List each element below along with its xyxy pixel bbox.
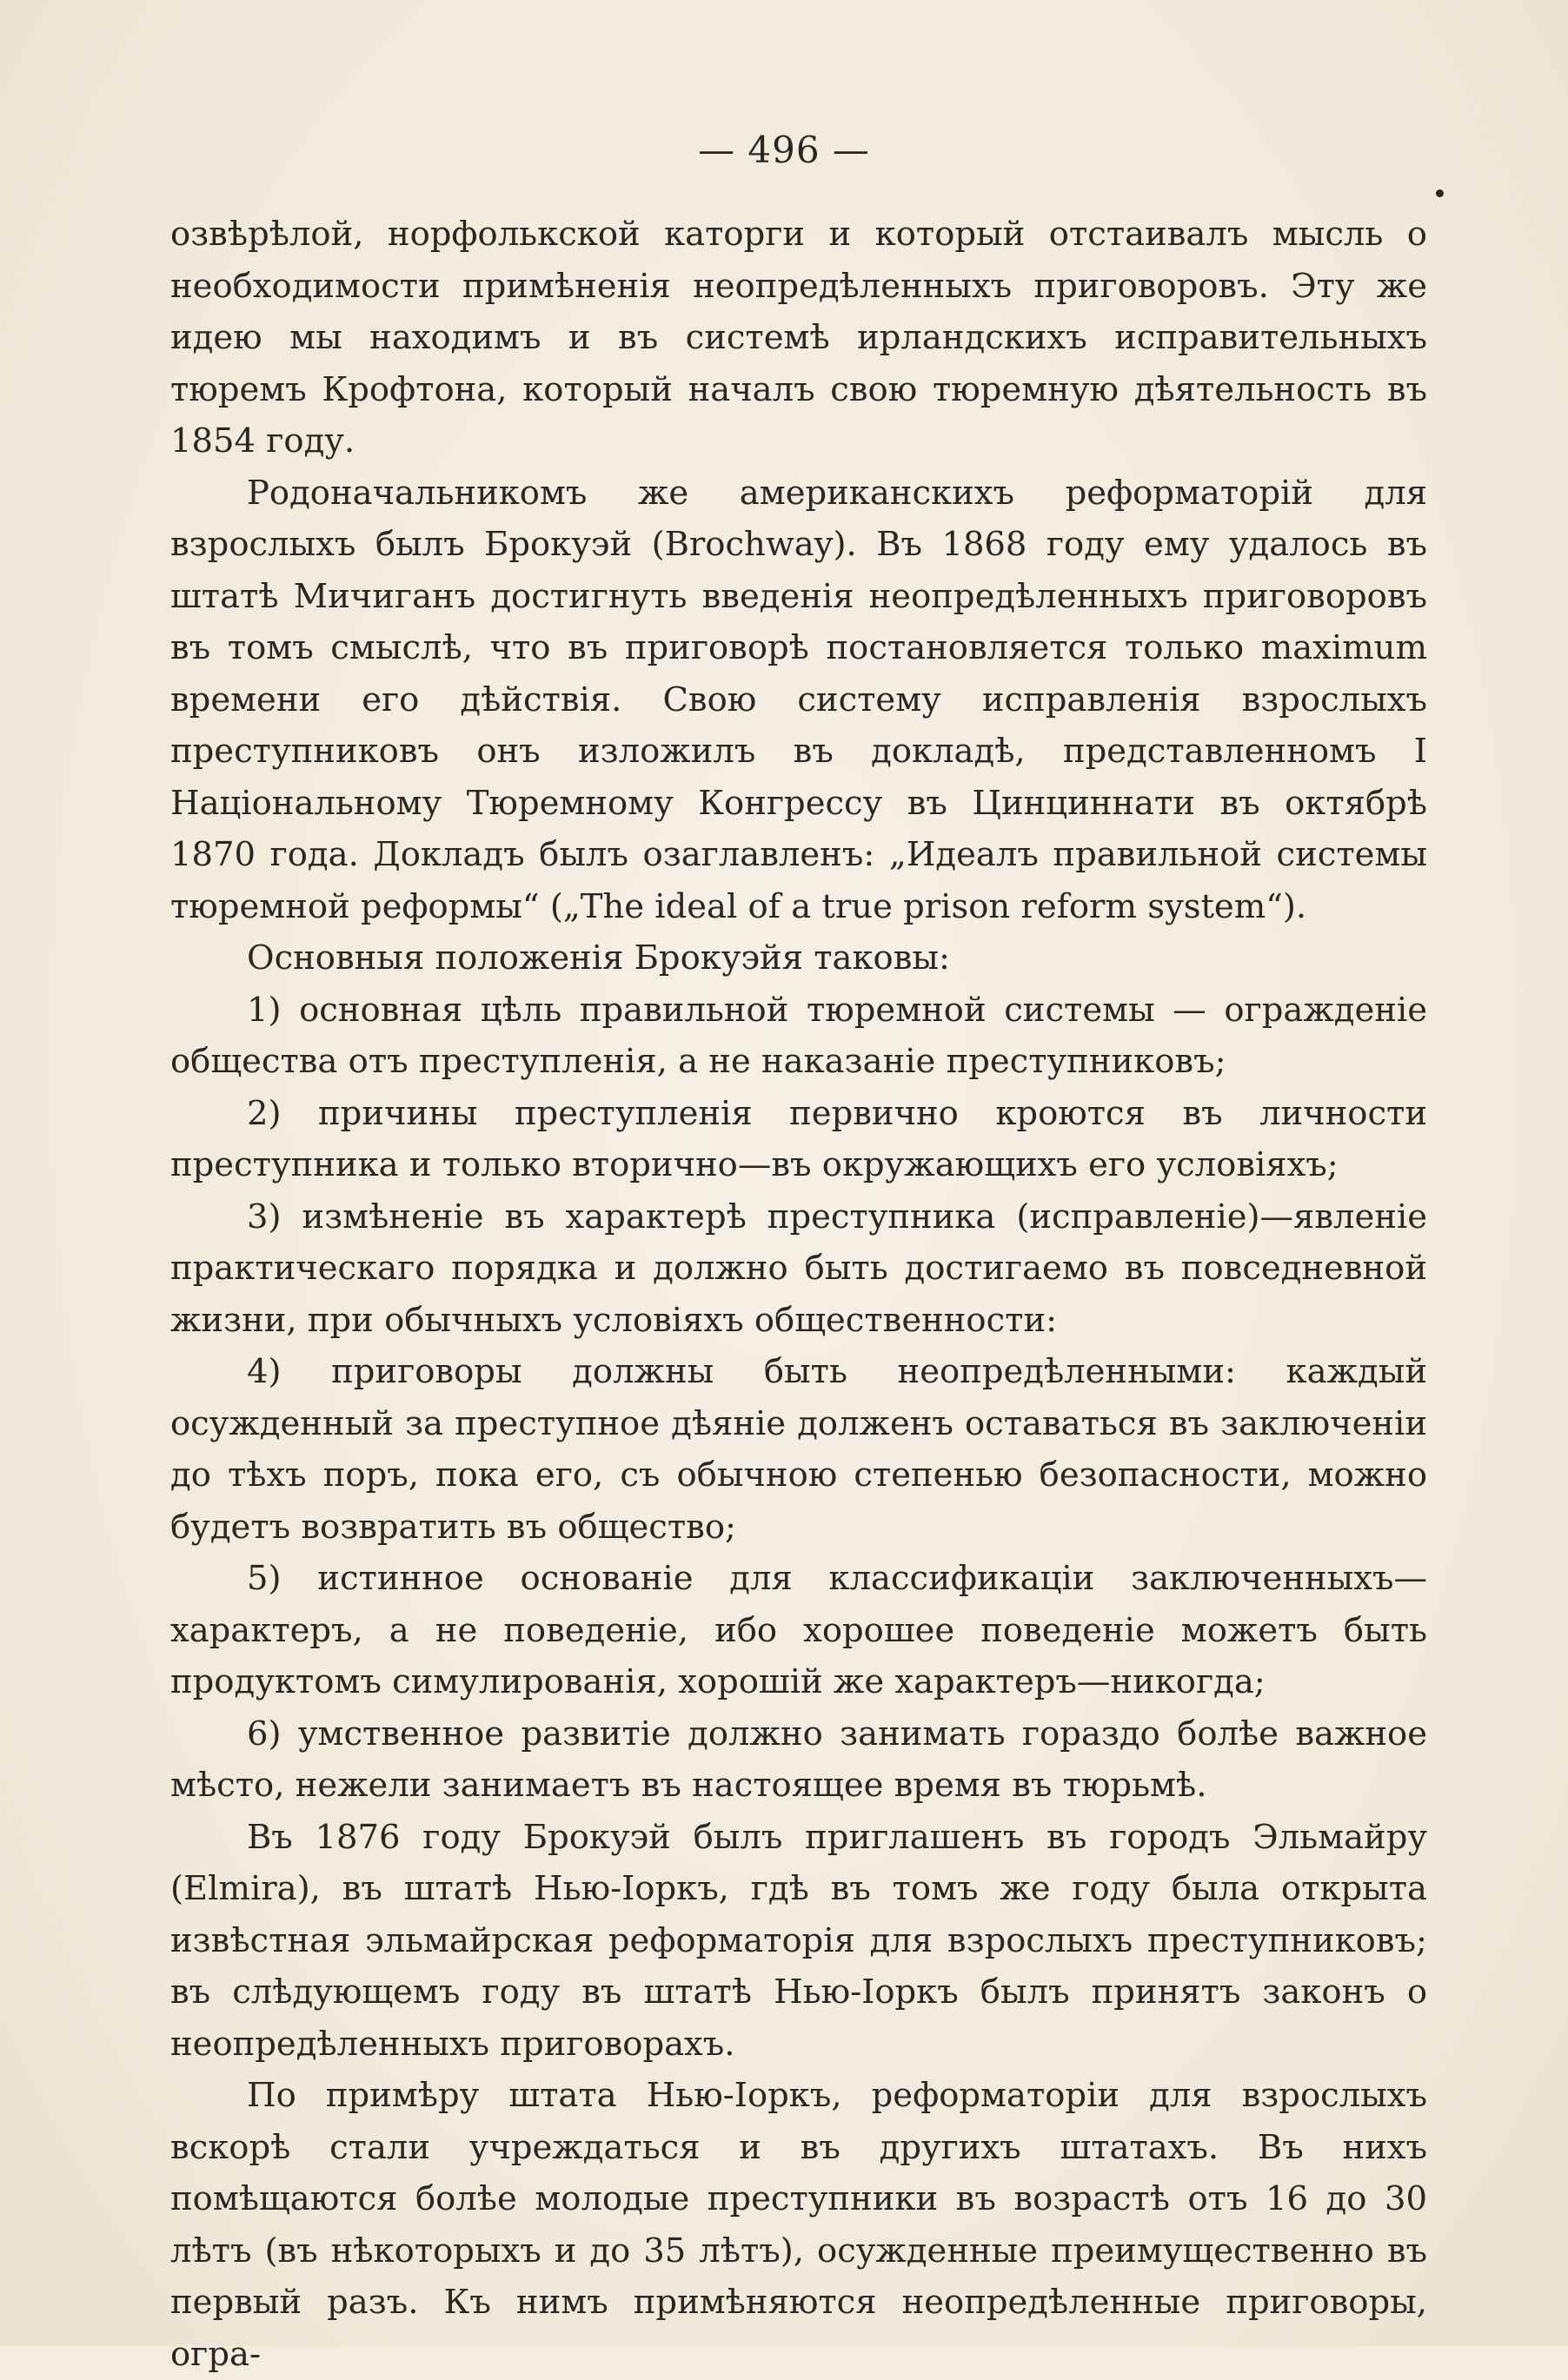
list-item-2: 2) причины преступленія первично кроются въ личности преступника и только вторично—въ окружающихъ его условіяхъ;	[170, 1093, 1427, 1184]
ink-speck	[1436, 189, 1444, 197]
paragraph-2: Родоначальникомъ же американскихъ реформаторій для взрослыхъ былъ Брокуэй (Brochway). Въ 1868 году ему удалось въ штатѣ Мичиганъ достигнуть введенія неопредѣленныхъ приговоровъ въ томъ смыслѣ, что въ приговорѣ постановляется только maximum времени его дѣйствія. Свою систему исправленія взрослыхъ преступниковъ онъ изложилъ въ докладѣ, представленномъ I Національному Тюремному Конгрессу въ Цинциннати въ октябрѣ 1870 года. Докладъ былъ озаглавленъ: „Идеалъ правильной системы тюремной реформы“ („The ideal of a true prison reform system“).	[170, 473, 1427, 926]
body-text	[170, 209, 1427, 2380]
paragraph-3: Основныя положенія Брокуэйя таковы:	[247, 938, 951, 978]
list-item-4: 4) приговоры должны быть неопредѣленными: каждый осужденный за преступное дѣяніе долженъ оставаться въ заключеніи до тѣхъ поръ, пока его, съ обычною степенью безопасности, можно будетъ возвратить въ общество;	[170, 1352, 1427, 1547]
paragraph-4: Въ 1876 году Брокуэй былъ приглашенъ въ городъ Эльмайру (Elmira), въ штатѣ Нью-Іоркъ, гдѣ въ томъ же году была открыта извѣстная эльмайрская реформаторія для взрослыхъ преступниковъ; въ слѣдующемъ году въ штатѣ Нью-Іоркъ былъ принятъ законъ о неопредѣленныхъ приговорахъ.	[170, 1817, 1427, 2064]
page-number: — 496 —	[698, 129, 870, 171]
paragraph-1: озвѣрѣлой, норфолькской каторги и который отстаивалъ мысль о необходимости примѣненія неопредѣленныхъ приговоровъ. Эту же идею мы находимъ и въ системѣ ирландскихъ исправительныхъ тюремъ Крофтона, который началъ свою тюремную дѣятельность въ 1854 году.	[170, 215, 1427, 461]
paragraph-5: По примѣру штата Нью-Іоркъ, реформаторіи для взрослыхъ вскорѣ стали учреждаться и въ другихъ штатахъ. Въ нихъ помѣщаются болѣе молодые преступники въ возрастѣ отъ 16 до 30 лѣтъ (въ нѣкоторыхъ и до 35 лѣтъ), осужденные преимущественно въ первый разъ. Къ нимъ примѣняются неопредѣленные приговоры, огра-	[170, 2076, 1427, 2374]
list-item-5: 5) истинное основаніе для классификаціи заключенныхъ—характеръ, а не поведеніе, ибо хорошее поведеніе можетъ быть продуктомъ симулированія, хорошій же характеръ—никогда;	[170, 1559, 1427, 1701]
list-item-6: 6) умственное развитіе должно занимать гораздо болѣе важное мѣсто, нежели занимаетъ въ настоящее время въ тюрьмѣ.	[170, 1714, 1427, 1805]
list-item-3: 3) измѣненіе въ характерѣ преступника (исправленіе)—явленіе практическаго порядка и должно быть достигаемо въ повседневной жизни, при обычныхъ условіяхъ общественности:	[170, 1197, 1427, 1340]
list-item-1: 1) основная цѣль правильной тюремной системы — огражденіе общества отъ преступленія, а не наказаніе преступниковъ;	[170, 990, 1427, 1081]
